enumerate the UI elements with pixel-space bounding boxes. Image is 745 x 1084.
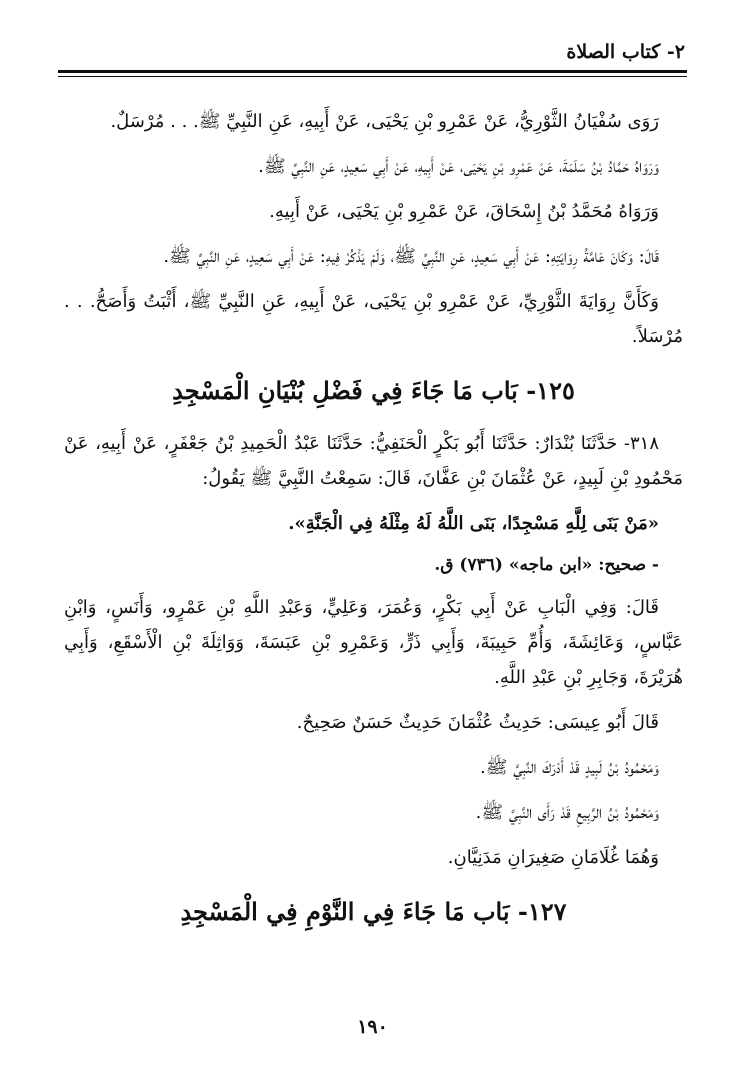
paragraph-ibn-ishaq: وَرَوَاهُ مُحَمَّدُ بْنُ إِسْحَاقَ، عَنْ عَمْرِو بْنِ يَحْيَى، عَنْ أَبِيهِ.	[269, 201, 659, 222]
header-rule-thick	[58, 70, 687, 73]
page-number: ١٩٠	[357, 1016, 388, 1038]
paragraph-thawri-narration: وَكَأَنَّ رِوَايَةَ الثَّوْرِيِّ، عَنْ عَمْرِو بْنِ يَحْيَى، عَنْ أَبِيهِ، عَنِ النَّبِيِّ ﷺ، أَثْبَتُ وَأَصَحُّ. . . مُرْسَلاً.	[64, 291, 683, 347]
commentary-also-in-chapter: قَالَ: وَفِي الْبَابِ عَنْ أَبِي بَكْرٍ، وَعُمَرَ، وَعَلِيٍّ، وَعَبْدِ اللَّهِ بْنِ عَمْرٍو، وَأَنَسٍ، وَابْنِ عَبَّاسٍ، وَعَائِشَةَ، وَأُمِّ حَبِيبَةَ، وَأَبِي ذَرٍّ، وَعَمْرِو بْنِ عَبَسَةَ، وَوَاثِلَةَ بْنِ الْأَسْقَعِ، وَأَبِي هُرَيْرَةَ، وَجَابِرِ بْنِ عَبْدِ اللَّهِ.	[64, 597, 683, 688]
commentary-abu-isa: قَالَ أَبُو عِيسَى: حَدِيثُ عُثْمَانَ حَدِيثٌ حَسَنٌ صَحِيحٌ.	[296, 712, 659, 733]
paragraph-general-narration: قَالَ: وَكَانَ عَامَّةُ رِوَايَتِهِ: عَنْ أَبِي سَعِيدٍ، عَنِ النَّبِيِّ ﷺ، وَلَمْ يَذْكُرْ فِيهِ: عَنْ أَبِي سَعِيدٍ، عَنِ النَّبِيِّ ﷺ.	[163, 246, 659, 267]
hadith-isnad-318: ٣١٨- حَدَّثَنَا بُنْدَارٌ: حَدَّثَنَا أَبُو بَكْرٍ الْحَنَفِيُّ: حَدَّثَنَا عَبْدُ الْحَمِيدِ بْنُ جَعْفَرٍ، عَنْ أَبِيهِ، عَنْ مَحْمُودِ بْنِ لَبِيدٍ، عَنْ عُثْمَانَ بْنِ عَفَّانَ، قَالَ: سَمِعْتُ النَّبِيَّ ﷺ يَقُولُ:	[64, 433, 683, 489]
header-rule-thin	[58, 76, 687, 77]
chapter-title-127: ١٢٧- بَاب مَا جَاءَ فِي النَّوْمِ فِي الْمَسْجِدِ	[180, 897, 567, 926]
paragraph-sufyan: رَوَى سُفْيَانُ الثَّوْرِيُّ، عَنْ عَمْرِو بْنِ يَحْيَى، عَنْ أَبِيهِ، عَنِ النَّبِيِّ ﷺ. . . مُرْسَلٌ.	[110, 111, 659, 132]
commentary-mahmud-labid: وَمَحْمُودُ بْنُ لَبِيدٍ قَدْ أَدْرَكَ النَّبِيَّ ﷺ.	[480, 757, 659, 778]
body-text	[64, 104, 683, 947]
paragraph-hammad: وَرَوَاهُ حَمَّادُ بْنُ سَلَمَةَ، عَنْ عَمْرِو بْنِ يَحْيَى، عَنْ أَبِيهِ، عَنْ أَبِي سَعِيدٍ، عَنِ النَّبِيِّ ﷺ.	[258, 156, 659, 177]
commentary-mahmud-rabi: وَمَحْمُودُ بْنُ الرَّبِيعِ قَدْ رَأَى النَّبِيَّ ﷺ.	[475, 802, 659, 823]
hadith-text-318: «مَنْ بَنَى لِلَّهِ مَسْجِدًا، بَنَى اللَّهُ لَهُ مِثْلَهُ فِي الْجَنَّةِ».	[288, 513, 659, 534]
chapter-title-125: ١٢٥- بَاب مَا جَاءَ فِي فَضْلِ بُنْيَانِ الْمَسْجِدِ	[172, 376, 575, 405]
running-header: ٢- كتاب الصلاة	[566, 41, 685, 63]
commentary-two-boys: وَهُمَا غُلَامَانِ صَغِيرَانِ مَدَنِيَّانِ.	[447, 847, 659, 868]
hadith-grade: - صحيح: «ابن ماجه» (٧٣٦) ق.	[434, 555, 659, 575]
